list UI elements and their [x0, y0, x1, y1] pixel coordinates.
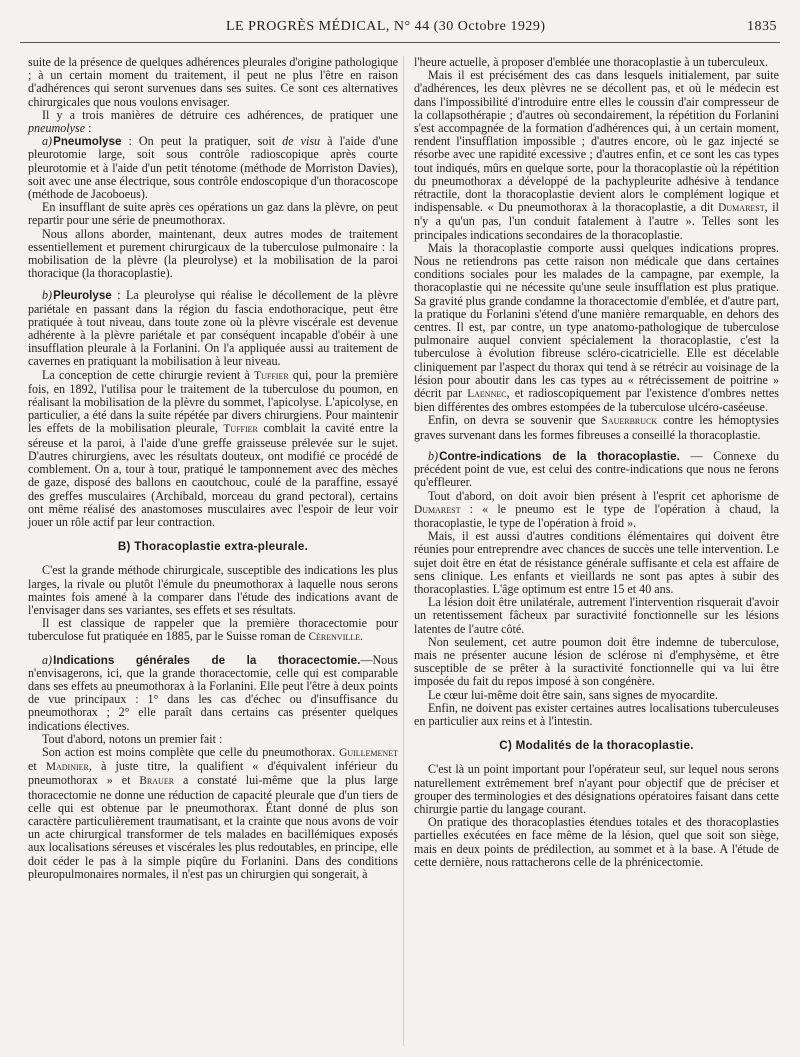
author-name: Dumarest	[414, 503, 461, 516]
text-run: —Nous n'envisagerons, ici, que la grande thoracectomie, celle qui est comparable dans ses effets au pneumothorax à la Forlanini. Elle peut l'être à deux points de vue principaux : 1° dans les cas d'échec ou d'insuffisance du pneumothorax ; 2° elle paraît dans certains cas présenter quelques indications électives.	[28, 652, 398, 733]
running-head	[0, 17, 800, 39]
italic-term: pneumolyse	[28, 121, 86, 136]
paragraph: Mais, il est aussi d'autres conditions élémentaires qui doivent être réunies pour entreprendre avec chances de succès une telle intervention. Le sujet doit être en état de résistance générale suffisante et cela est affaire de sens clinique. Les enfants et vieillards ne sont pas aptes à subir des thoracoplasties. L'âge optimum est entre 15 et 40 ans.	[414, 529, 779, 596]
paragraph	[28, 135, 398, 201]
text-run: Tout d'abord, on doit avoir bien présent à l'esprit cet aphorisme de	[428, 488, 779, 503]
text-run: : « le pneumo est le type de l'opération à chaud, la thoracoplastie, le type de l'opération à froid ».	[414, 501, 779, 530]
text-run: , il n'y a qu'un pas, l'un conduit fatalement à l'autre ». Telles sont les principales indications secondaires de la thoracoplastie.	[414, 200, 779, 242]
paragraph	[28, 617, 398, 644]
text-run: contre les hémoptysies graves survenant dans les formes fibreuses a conseillé la thoracoplastie.	[414, 413, 780, 442]
item-marker: b)	[42, 288, 53, 303]
text-run: à l'aide d'une pleurotomie large, soit sous contrôle radioscopique après courte pleurotomie et à l'aide d'un petit ténotome (méthode de Morriston Davies), soit avec une anse électrique, sous contrôle endoscopique d'un thoracoscope (méthode de Jacoboeus).	[28, 134, 398, 202]
text-run: .	[360, 629, 364, 644]
author-name: Dumarest	[718, 202, 765, 215]
paragraph: Nous allons aborder, maintenant, deux autres modes de traitement essentiellement et purement chirurgicaux de la tuberculose pulmonaire : la mobilisation de la plèvre (la pleurolyse) et la mobilisation de la paroi thoracique (la thoracoplastie).	[28, 226, 398, 281]
page-number: 1835	[747, 19, 777, 34]
header-rule	[20, 42, 780, 43]
paragraph	[28, 654, 398, 733]
paragraph: La lésion doit être unilatérale, autrement l'intervention risquerait d'avoir un retentissement fâcheux par suractivité fonctionnelle sur les lésions latentes de l'autre côté.	[414, 595, 779, 636]
paragraph: l'heure actuelle, à proposer d'emblée une thoracoplastie à un tuberculeux.	[414, 55, 768, 69]
subsection-title: Pleurolyse	[53, 289, 112, 303]
text-run: — Connexe du précédent point de vue, est celui des contre-indications que nous ne ferons qu'effleurer.	[414, 448, 779, 490]
paragraph: suite de la présence de quelques adhérences pleurales d'origine pathologique ; à un certain moment du traitement, il peut ne plus l'être en raison d'adhérences qui seront survenues dans ses suites. Ce sont ces alternatives chirurgicales que nous voulons envisager.	[28, 55, 398, 109]
paragraph: On pratique des thoracoplasties étendues totales et des thoracoplasties partielles exécutées en face même de la lésion, quel que soit son siège, mais en deux points de prédilection, au sommet et à la base. A l'étude de cette dernière, nous rattacherons celle de la phrénicectomie.	[414, 815, 779, 869]
text-run: Il y a trois manières de détruire ces adhérences, de pratiquer une	[42, 107, 398, 122]
item-marker: b)	[428, 448, 439, 463]
text-run: Il est classique de rappeler que la première thoracectomie pour tuberculose fut pratiquée en 1885, par le Suisse roman de	[28, 616, 398, 644]
paragraph: Tout d'abord, notons un premier fait :	[42, 731, 223, 746]
text-run: : On peut la pratiquer, soit	[121, 134, 283, 149]
journal-title: LE PROGRÈS MÉDICAL, N° 44 (30 Octobre 1929)	[226, 19, 546, 34]
italic-term: de visu	[282, 134, 321, 149]
paragraph	[414, 490, 779, 531]
paragraph	[414, 450, 779, 490]
text-run: , et radioscopiquement par l'existence d'ombres nettes bien différentes des ombres estompées de la tuberculose ulcéro-caséeuse.	[414, 386, 779, 415]
paragraph	[414, 69, 779, 242]
subsection-title: Pneumolyse	[53, 135, 122, 149]
author-name: Tuffier	[254, 369, 289, 382]
paragraph	[414, 242, 779, 415]
item-marker: a)	[42, 134, 53, 149]
text-run: comblait la cavité entre la séreuse et la paroi, à l'aide d'une greffe graisseuse prélevée sur le sujet. D'autres chirurgiens, avec les résultats douteux, ont modifié ce procédé de comblement. On a, tour à tour, pratiqué le tamponnement avec des mèches de gaze, disposé des ballons en caoutchouc, coulé de la paraffine, essayé des greffes musculaires (Archibald, morceau du grand pectoral), certains ont même réalisé des anastomoses musculaires avec l'espoir de leur voir jouer un rôle actif par leur contraction.	[28, 421, 398, 529]
item-marker: a)	[42, 652, 53, 667]
text-run: :	[85, 121, 92, 136]
author-name: Sauerbruck	[601, 415, 658, 428]
text-run: et	[28, 759, 46, 774]
author-name: Brauer	[139, 775, 175, 788]
column-divider	[403, 56, 404, 1046]
paragraph	[28, 369, 398, 529]
text-run: , à juste titre, la qualifient « d'équivalent inférieur du pneumothorax » et	[28, 759, 398, 788]
paragraph: Le cœur lui-même doit être sain, sans signes de myocardite.	[428, 687, 718, 702]
section-heading: B) Thoracoplastie extra-pleurale.	[117, 540, 309, 554]
text-run: a constaté lui-même que la plus large thoracectomie ne donne une réduction de capacité pleurale que d'un tiers de celle qui est obtenue par le pneumothorax. Étant donné de plus son caractère particulièrement traumatisant, et la crainte que nous avons de voir un acte chirurgical transformer de tels malades en bacillémiques exposés aux localisations séreuses et viscérales les plus redoutables, en principe, elle doit céder le pas à la simple piqûre du Forlanini. Dans des conditions pleuropulmonaires normales, il n'est pas un chirurgien qui songerait, à	[28, 773, 398, 881]
paragraph	[28, 746, 398, 881]
paragraph: C'est là un point important pour l'opérateur seul, sur lequel nous serons naturellement extrêmement bref n'ayant pour objectif que de préciser et grouper des terminologies et des désignations opératoires faisant dans cette chirurgie partie du langage courant.	[414, 762, 779, 816]
text-run: Son action est moins complète que celle du pneumothorax.	[42, 744, 340, 759]
author-name: Madinier	[45, 761, 89, 774]
text-run: : La pleurolyse qui réalise le décollement de la plèvre pariétale en passant dans la région du fascia endothoracique, peut être pratiquée à tout niveau, dans toute zone où la plèvre viscérale est devenue adhérente à la plèvre pariétale et par conséquent incapable d'obéir à une insufflation pleurale à la Forlanini. On l'a appliquée aussi au traitement de cavernes en pratiquant la mobilisation à leur niveau.	[28, 288, 398, 369]
text-run: Mais il est précisément des cas dans lesquels initialement, par suite d'adhérences, les deux plèvres ne se décollent pas, et où le médecin est dans l'impossibilité d'introduire entre elles le coussin d'air compresseur de la collapsothérapie ; d'autres où secondairement, la répétition du Forlanini s'est accompagnée de la formation d'adhérences qui, à un certain moment, rendent l'insufflation impossible ; d'autres encore, où le gaz injecté se résorbe avec une rapidité excessive ; d'autres enfin, et ce sont les cas types tout indiqués, mûrs en quelque sorte, pour la thoracoplastie où la répétition du pneumothorax a développé de la pachypleurite adhésive à tendance rétractile, dont la thoracoplastie devient alors le complément logique et indispensable. « Du pneumothorax à la thoracoplastie, a dit	[414, 68, 779, 215]
paragraph	[28, 289, 398, 368]
author-name: Cérenville	[308, 631, 361, 644]
paragraph: En insufflant de suite après ces opérations un gaz dans la plèvre, on peut repartir pour une série de pneumothorax.	[28, 200, 398, 228]
section-heading: C) Modalités de la thoracoplastie.	[499, 739, 694, 753]
paragraph: C'est la grande méthode chirurgicale, susceptible des indications les plus larges, la rivale ou plutôt l'émule du pneumothorax à laquelle nous serons maintes fois amené à la comparer dans l'étude des indications avant de l'envisager dans ses variantes, ses effets et ses résultats.	[28, 563, 398, 617]
author-name: Guillemenet	[339, 746, 398, 759]
text-run: La conception de cette chirurgie revient à	[42, 367, 255, 382]
author-name: Tuffier	[223, 423, 258, 436]
paragraph: Non seulement, cet autre poumon doit être indemne de tuberculose, mais ne présenter aucune lésion de sclérose ni d'emphysème, et être susceptible de se prêter à la suractivité fonctionnelle qui va lui être imposée du fait du repos imposé à son congénère.	[414, 634, 779, 689]
text-run: Enfin, on devra se souvenir que	[428, 413, 602, 428]
paragraph: Enfin, ne doivent pas exister certaines autres localisations tuberculeuses en particulier aux reins et à l'intestin.	[414, 700, 779, 728]
right-column	[414, 56, 779, 869]
paragraph	[28, 109, 398, 135]
subsection-title: Indications générales de la thoracectomie.	[53, 653, 361, 667]
text-run: qui, pour la première fois, en 1892, l'utilisa pour le traitement de la tuberculose du poumon, en réalisant la mobilisation de la plèvre du sommet, l'apicolyse. L'apicolyse, en particulier, a été dans la suite répétée par divers chirurgiens. Pour maintenir les effets de la mobilisation pleurale,	[28, 367, 398, 436]
text-run: Mais la thoracoplastie comporte aussi quelques indications propres. Nous ne retiendrons pas cette raison non médicale que dans certaines conditions sociales pour les malades de la campagne, par exemple, la thoracoplastie qui ne nécessite qu'une seule insufflation est plus pratique. Sa gravité plus grande condamne la thoracectomie d'emblée, et d'autre part, la pratique du Forlanini s'étend d'une manière remarquable, en dehors des centres. Il est, par contre, un type anatomo-pathologique de tuberculose pulmonaire auquel convient spécialement la thoracoplastie, c'est la tuberculose à évolution fibreuse scléro-cicatricielle. Elle est décelable cliniquement par l'aspect du thorax qui tend à se rétrécir au voisinage de la lésion pour aboutir dans les cas types au « rétrécissement de poitrine » décrit par	[414, 240, 780, 401]
left-column	[28, 56, 398, 881]
subsection-title: Contre-indications de la thoracoplastie.	[439, 449, 680, 463]
author-name: Laennec	[467, 388, 507, 401]
paragraph	[414, 414, 779, 441]
